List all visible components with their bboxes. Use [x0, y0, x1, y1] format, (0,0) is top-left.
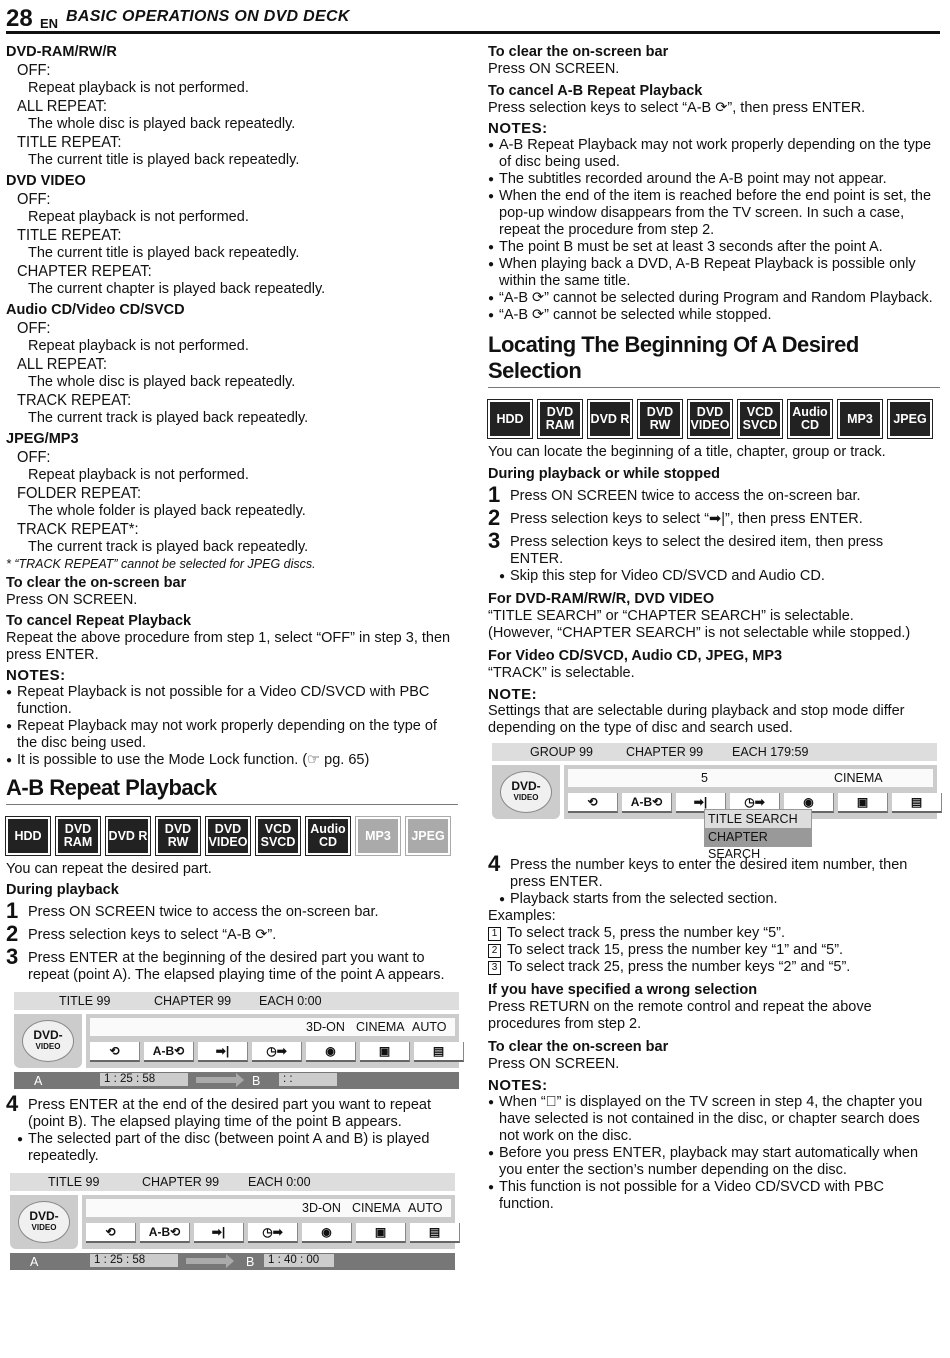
wrong-text: Press RETURN on the remote control and repeat the above procedures from step 2. [488, 999, 872, 1032]
cancel-text: Press selection keys to select “A-B ⟳”, then press ENTER. [488, 100, 866, 116]
mode-desc: The current title is played back repeatedly. [28, 245, 300, 261]
example-item: 1 To select track 5, press the number key “5”. [488, 925, 940, 942]
mode-label: ALL REPEAT: [17, 98, 108, 115]
note-item: ● This function is not possible for a Video CD/SVCD with PBC function. [488, 1179, 940, 1213]
badge-hdd: HDD [6, 817, 50, 855]
step: 2 Press selection keys to select “➡|”, then press ENTER. [488, 505, 863, 530]
step: 1 Press ON SCREEN twice to access the on-screen bar. [6, 898, 379, 923]
disc-badges [488, 400, 940, 438]
right-column [488, 44, 940, 1213]
search-popup [704, 809, 812, 861]
repeat-icon: ⟲ [90, 1042, 140, 1062]
picture-icon: ▣ [360, 1042, 410, 1062]
step-sub: ● The selected part of the disc (between point A and B) is played repeatedly. [6, 1131, 458, 1165]
mode-desc: Repeat playback is not performed. [28, 209, 249, 225]
surround-icon: ◉ [302, 1223, 352, 1243]
osd-graphic-b: TITLE 99 CHAPTER 99 EACH 0:00 DVD- VIDEO 3D-ON CINEMA AUTO ⟲ A-B⟲ ➡| ◷➡ ◉ ▣ ▤ A 1 : 25 : 58 B 1 : 40 : 00 [10, 1173, 455, 1270]
mode-desc: The current track is played back repeatedly. [28, 539, 309, 555]
osd-graphic-a: TITLE 99 CHAPTER 99 EACH 0:00 DVD- VIDEO 3D-ON CINEMA AUTO ⟲ A-B⟲ ➡| ◷➡ ◉ ▣ ▤ A 1 : 25 : 58 B : : [14, 992, 459, 1089]
locate-section-title: Locating The Beginning Of A Desired Selection [488, 332, 940, 388]
note-item: ● A-B Repeat Playback may not work properly depending on the type of disc being used. [488, 137, 940, 171]
mode-desc: The whole disc is played back repeatedly. [28, 116, 296, 132]
clear-heading: To clear the on-screen bar [6, 575, 187, 591]
note-label: NOTE: [488, 686, 538, 703]
page-number: 28 [6, 5, 33, 32]
notes2-label: NOTES: [488, 1077, 548, 1094]
mode-desc: The current chapter is played back repeatedly. [28, 281, 326, 297]
disc-badges [6, 817, 458, 855]
time-search-icon: ◷➡ [248, 1223, 298, 1243]
ab-during: During playback [6, 882, 119, 898]
note-text: Settings that are selectable during playback and stop mode differ depending on the type of disc and search used. [488, 703, 905, 736]
vcd-text: “TRACK” is selectable. [488, 665, 635, 681]
step: 4 Press the number keys to enter the desired item number, then press ENTER. [488, 851, 908, 890]
note-item: ● Repeat Playback is not possible for a Video CD/SVCD with PBC function. [6, 684, 458, 718]
locate-intro: You can locate the beginning of a title, chapter, group or track. [488, 444, 886, 460]
badge-audio-cd: Audio CD [788, 400, 832, 438]
examples-label: Examples: [488, 908, 556, 924]
note-item: ● “A-B ⟳” cannot be selected during Program and Random Playback. [488, 290, 940, 307]
badge-jpeg: JPEG [406, 817, 450, 855]
badge-dvd-rw: DVD RW [156, 817, 200, 855]
mode-label: ALL REPEAT: [17, 356, 108, 373]
surround-icon: ◉ [784, 793, 834, 813]
dvdram-heading: DVD-RAM/RW/R [6, 44, 117, 60]
surround-icon: ◉ [306, 1042, 356, 1062]
dvd-text: (However, “CHAPTER SEARCH” is not selectable while stopped.) [488, 625, 911, 641]
mode-desc: Repeat playback is not performed. [28, 467, 249, 483]
note-item: ● Before you press ENTER, playback may start automatically when you enter the section’s number depending on the disc. [488, 1145, 940, 1179]
cancel-text: Repeat the above procedure from step 1, select “OFF” in step 3, then press ENTER. [6, 630, 451, 663]
dvd-video-logo: DVD- VIDEO [18, 1201, 70, 1243]
locate-during: During playback or while stopped [488, 466, 721, 482]
skip-icon: ➡| [676, 793, 726, 813]
step-sub: ● Skip this step for Video CD/SVCD and Audio CD. [488, 568, 940, 585]
cancel-heading: To cancel A-B Repeat Playback [488, 83, 703, 99]
time-search-icon: ◷➡ [730, 793, 780, 813]
step: 1 Press ON SCREEN twice to access the on-screen bar. [488, 482, 861, 507]
jpeg-heading: JPEG/MP3 [6, 431, 79, 447]
badge-dvd-r: DVD R [106, 817, 150, 855]
badge-audio-cd: Audio CD [306, 817, 350, 855]
step-sub: ● Playback starts from the selected section. [488, 891, 940, 908]
note-item: ● “A-B ⟳” cannot be selected while stopped. [488, 307, 940, 324]
mode-label: OFF: [17, 62, 51, 79]
badge-mp3: MP3 [838, 400, 882, 438]
repeat-icon: ⟲ [86, 1223, 136, 1243]
note-item: ● The subtitles recorded around the A-B point may not appear. [488, 171, 940, 188]
step: 4 Press ENTER at the end of the desired part you want to repeat (point B). The elapsed playing time of the point B appears. [6, 1091, 431, 1130]
ab-repeat-icon: A-B⟲ [144, 1042, 194, 1062]
mode-desc: The whole folder is played back repeatedly. [28, 503, 306, 519]
chapter-title: BASIC OPERATIONS ON DVD DECK [66, 8, 350, 25]
screen-icon: ▤ [414, 1042, 464, 1062]
clear2-text: Press ON SCREEN. [488, 1056, 620, 1072]
note-item: ● When “⃠” is displayed on the TV screen in step 4, the chapter you have selected is not contained in the disc, or chapter search does not work on the disc. [488, 1094, 940, 1145]
screen-icon: ▤ [410, 1223, 460, 1243]
badge-dvd-video: DVD VIDEO [206, 817, 250, 855]
mode-label: TRACK REPEAT: [17, 392, 132, 409]
badge-dvd-video: DVD VIDEO [688, 400, 732, 438]
osd-graphic-search: GROUP 99 CHAPTER 99 EACH 179:59 DVD- VIDEO 5 CINEMA ⟲ A-B⟲ ➡| ◷➡ ◉ ▣ ▤ TITLE SEARCH CHAPTER SEARCH [492, 743, 938, 843]
note-item: ● When playing back a DVD, A-B Repeat Playback is possible only within the same title. [488, 256, 940, 290]
badge-dvd-rw: DVD RW [638, 400, 682, 438]
notes-label: NOTES: [6, 667, 66, 684]
mode-label: CHAPTER REPEAT: [17, 263, 152, 280]
mode-desc: The current title is played back repeatedly. [28, 152, 300, 168]
note-item: ● The point B must be set at least 3 seconds after the point A. [488, 239, 940, 256]
mode-label: FOLDER REPEAT: [17, 485, 142, 502]
badge-dvd-ram: DVD RAM [538, 400, 582, 438]
skip-icon: ➡| [194, 1223, 244, 1243]
mode-desc: Repeat playback is not performed. [28, 338, 249, 354]
repeat-icon: ⟲ [568, 793, 618, 813]
time-search-icon: ◷➡ [252, 1042, 302, 1062]
note-item: ● It is possible to use the Mode Lock function. (☞ pg. 65) [6, 752, 458, 769]
dvd-video-logo: DVD- VIDEO [22, 1020, 74, 1062]
picture-icon: ▣ [356, 1223, 406, 1243]
mode-label: TRACK REPEAT*: [17, 521, 139, 538]
clear2-heading: To clear the on-screen bar [488, 1039, 669, 1055]
badge-vcd-svcd: VCD SVCD [256, 817, 300, 855]
mode-label: OFF: [17, 320, 51, 337]
note-item: ● When the end of the item is reached before the end point is set, the pop-up window disappears from the TV screen. In such a case, repeat the procedure from step 2. [488, 188, 940, 239]
badge-vcd-svcd: VCD SVCD [738, 400, 782, 438]
ab-section-title: A-B Repeat Playback [6, 775, 458, 805]
popup-chapter-search[interactable]: CHAPTER SEARCH [705, 828, 811, 846]
clear-heading: To clear the on-screen bar [488, 44, 669, 60]
mode-desc: The current track is played back repeatedly. [28, 410, 309, 426]
mode-label: TITLE REPEAT: [17, 227, 122, 244]
mode-desc: The whole disc is played back repeatedly. [28, 374, 296, 390]
badge-jpeg: JPEG [888, 400, 932, 438]
badge-dvd-ram: DVD RAM [56, 817, 100, 855]
cancel-heading: To cancel Repeat Playback [6, 613, 192, 629]
mode-label: OFF: [17, 191, 51, 208]
footnote: * “TRACK REPEAT” cannot be selected for JPEG discs. [6, 557, 316, 571]
step: 3 Press ENTER at the beginning of the desired part you want to repeat (point A). The elapsed playing time of the point A appears. [6, 944, 445, 983]
badge-mp3: MP3 [356, 817, 400, 855]
note-item: ● Repeat Playback may not work properly depending on the type of the disc being used. [6, 718, 458, 752]
mode-label: OFF: [17, 449, 51, 466]
mode-desc: Repeat playback is not performed. [28, 80, 249, 96]
ab-repeat-icon: A-B⟲ [140, 1223, 190, 1243]
ab-intro: You can repeat the desired part. [6, 861, 212, 877]
mode-label: TITLE REPEAT: [17, 134, 122, 151]
example-item: 2 To select track 15, press the number key “1” and “5”. [488, 942, 940, 959]
wrong-heading: If you have specified a wrong selection [488, 982, 758, 998]
left-column [6, 44, 458, 1278]
step: 2 Press selection keys to select “A-B ⟳”. [6, 921, 277, 946]
dvdvideo-heading: DVD VIDEO [6, 173, 86, 189]
dvd-text: “TITLE SEARCH” or “CHAPTER SEARCH” is selectable. [488, 608, 854, 624]
dvd-video-logo: DVD- VIDEO [500, 771, 552, 813]
skip-icon: ➡| [198, 1042, 248, 1062]
notes-label: NOTES: [488, 120, 548, 137]
clear-text: Press ON SCREEN. [6, 592, 138, 608]
picture-icon: ▣ [838, 793, 888, 813]
step: 3 Press selection keys to select the desired item, then press ENTER. [488, 528, 884, 567]
example-item: 3 To select track 25, press the number keys “2” and “5”. [488, 959, 940, 976]
vcd-heading: For Video CD/SVCD, Audio CD, JPEG, MP3 [488, 648, 783, 664]
dvd-heading: For DVD-RAM/RW/R, DVD VIDEO [488, 591, 715, 607]
screen-icon: ▤ [892, 793, 942, 813]
page-header [6, 4, 940, 34]
ab-repeat-icon: A-B⟲ [622, 793, 672, 813]
badge-hdd: HDD [488, 400, 532, 438]
popup-title-search[interactable]: TITLE SEARCH [708, 812, 798, 826]
clear-text: Press ON SCREEN. [488, 61, 620, 77]
language-tag: EN [40, 16, 59, 31]
badge-dvd-r: DVD R [588, 400, 632, 438]
audiocd-heading: Audio CD/Video CD/SVCD [6, 302, 185, 318]
